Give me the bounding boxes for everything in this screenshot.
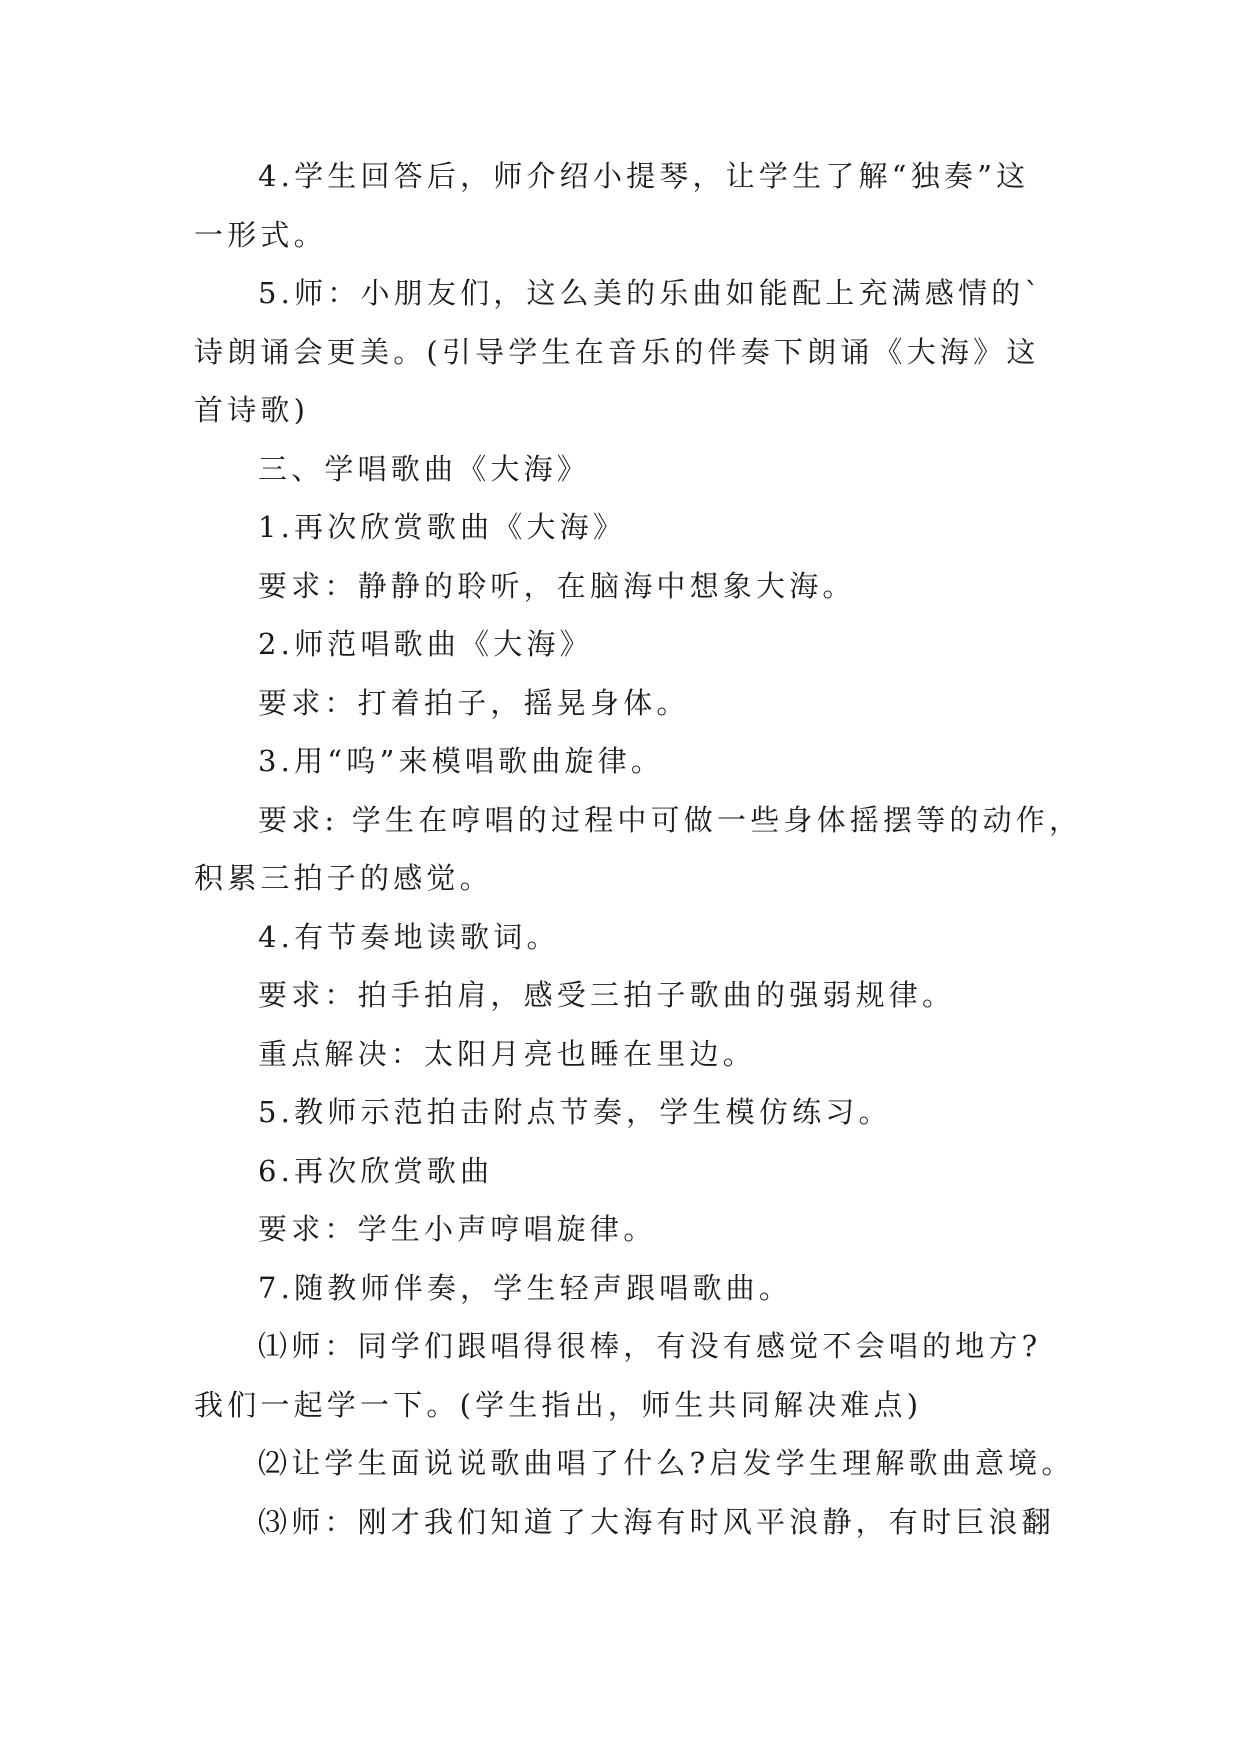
text-line: 4.学生回答后，师介绍小提琴，让学生了解“独奏”这 xyxy=(258,159,1030,193)
text-line: 要求：静静的聆听，在脑海中想象大海。 xyxy=(258,568,856,603)
text-line: 4.有节奏地读歌词。 xyxy=(258,919,560,954)
text-line: 5.师：小朋友们，这么美的乐曲如能配上充满感情的` xyxy=(258,276,1044,310)
text-line: 要求: 学生在哼唱的过程中可做一些身体摇摆等的动作， xyxy=(258,802,1083,837)
text-line: 3.用“呜”来模唱歌曲旋律。 xyxy=(258,744,665,778)
text-line: 要求：拍手拍肩，感受三拍子歌曲的强弱规律。 xyxy=(258,978,956,1012)
text-line: 要求：学生小声哼唱旋律。 xyxy=(258,1212,657,1246)
text-line: 要求：打着拍子，摇晃身体。 xyxy=(258,685,690,720)
text-line: 5.教师示范拍击附点节奏，学生模仿练习。 xyxy=(258,1095,892,1129)
text-line: 诗朗诵会更美。(引导学生在音乐的伴奏下朗诵《大海》这 xyxy=(194,334,1040,369)
text-line: 6.再次欣赏歌曲 xyxy=(258,1153,494,1188)
document-body xyxy=(194,159,1083,1566)
text-line: 2.师范唱歌曲《大海》 xyxy=(258,627,593,661)
text-line: 1.再次欣赏歌曲《大海》 xyxy=(258,510,627,544)
text-line: 重点解决：太阳月亮也睡在里边。 xyxy=(258,1036,757,1071)
text-line: 积累三拍子的感觉。 xyxy=(194,861,493,895)
text-line: ⑴师：同学们跟唱得很棒，有没有感觉不会唱的地方? xyxy=(258,1329,1042,1363)
text-line: ⑵让学生面说说歌曲唱了什么?启发学生理解歌曲意境。 xyxy=(258,1446,1075,1480)
section-heading: 三、学唱歌曲《大海》 xyxy=(258,451,591,486)
text-line: 7.随教师伴奏，学生轻声跟唱歌曲。 xyxy=(258,1270,793,1305)
text-line: ⑶师：刚才我们知道了大海有时风平浪静，有时巨浪翻 xyxy=(258,1504,1055,1539)
text-line: 我们一起学一下。(学生指出，师生共同解决难点) xyxy=(194,1387,923,1422)
text-line: 一形式。 xyxy=(194,217,327,252)
text-line: 首诗歌) xyxy=(194,393,310,427)
